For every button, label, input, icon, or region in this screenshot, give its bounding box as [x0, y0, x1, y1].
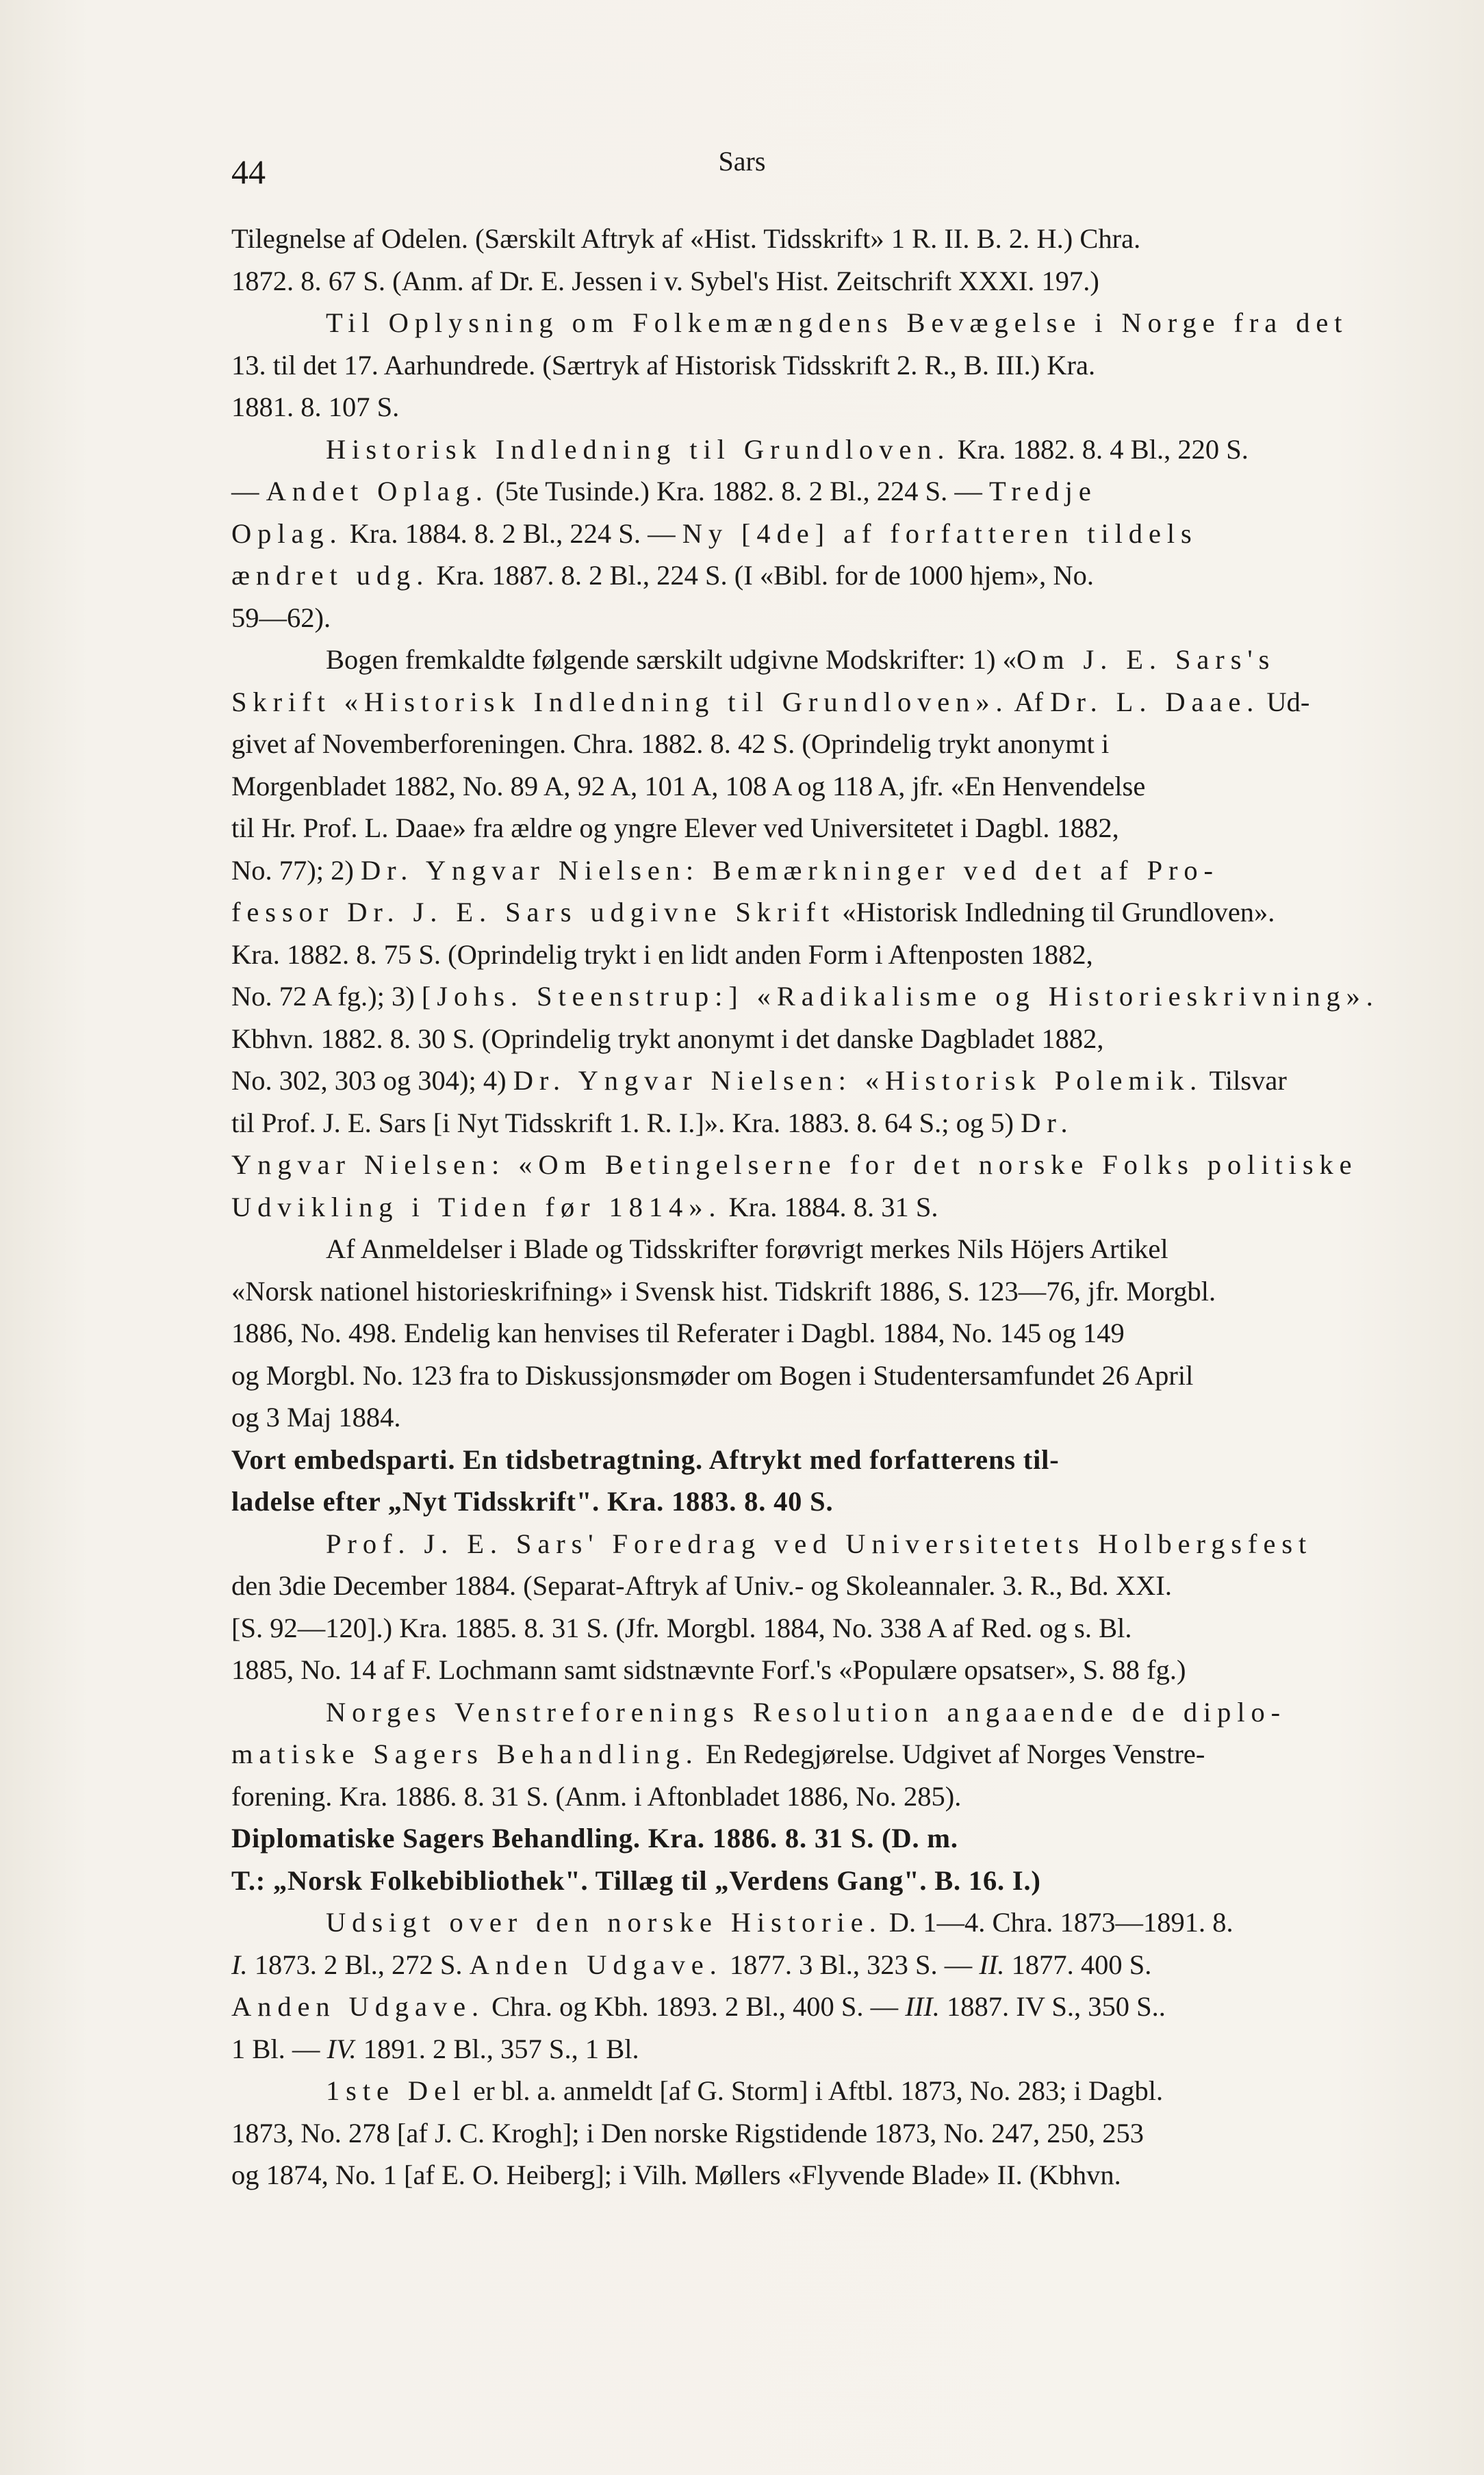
text-line — [231, 218, 1424, 260]
text-line — [231, 849, 1424, 892]
text-line — [231, 2028, 1424, 2070]
text-line — [231, 513, 1424, 555]
spaced-title: Historisk Indledning til Grundloven. — [326, 433, 951, 465]
text-line — [231, 2070, 1424, 2112]
text-run: 13. til det 17. Aarhundrede. (Særtryk af Historisk Tidsskrift 2. R., B. III.) Kra. — [231, 349, 1096, 381]
text-line — [231, 597, 1424, 639]
text-line — [231, 934, 1424, 976]
text-run: «Historisk Indledning til Grundloven». — [835, 897, 1275, 927]
spaced-title: Oplag. — [231, 517, 343, 549]
text-run: Morgenbladet 1882, No. 89 A, 92 A, 101 A, 108 A og 118 A, jfr. «En Henvendelse — [231, 770, 1146, 802]
text-line — [231, 1944, 1424, 1986]
page-number: 44 — [231, 153, 266, 191]
text-line — [231, 1523, 1424, 1565]
text-line — [231, 1228, 1424, 1270]
text-run: den 3die December 1884. — [231, 1570, 517, 1601]
text-run: «Norsk nationel historieskrifning» i Svensk hist. Tidskrift 1886, S. 123—76, jfr. Morgbl. — [231, 1275, 1216, 1307]
text-run: [S. 92—120].) Kra. 1885. 8. 31 S. (Jfr. Morgbl. 1884, No. 338 A af Red. og s. Bl. — [231, 1612, 1132, 1643]
text-line — [231, 470, 1424, 513]
text-line — [231, 1312, 1424, 1355]
text-line — [231, 1775, 1424, 1818]
fraktur-title: ladelse efter „Nyt Tidsskrift". Kra. 1883. 8. 40 S. — [231, 1486, 834, 1517]
text-line — [231, 2154, 1424, 2196]
text-line — [231, 302, 1424, 344]
spaced-title: Anden Udgave. — [231, 1991, 485, 2022]
spaced-title: Skrift «Historisk Indledning til Grundloven». — [231, 686, 1009, 717]
text-line — [231, 1396, 1424, 1439]
text-line — [231, 765, 1424, 808]
volume-number: IV. — [327, 2033, 357, 2064]
text-run: Tilsvar — [1203, 1065, 1287, 1096]
text-line — [231, 260, 1424, 303]
text-line — [231, 1102, 1424, 1144]
text-run: No. 77); 2) — [231, 854, 361, 886]
text-line — [231, 1649, 1424, 1691]
spaced-title: Udsigt over den norske Historie. — [326, 1907, 882, 1938]
text-run: Kra. 1884. 8. 2 Bl., 224 S. — — [342, 517, 682, 549]
text-run: 1885, No. 14 af F. Lochmann samt sidstnævnte Forf.'s «Populære opsatser», S. 88 fg.) — [231, 1654, 1186, 1685]
text-line — [231, 1018, 1424, 1060]
text-line — [231, 1144, 1424, 1186]
spaced-title: Til Oplysning om Folkemængdens Bevægelse i Norge fra det — [326, 307, 1348, 338]
text-line — [231, 386, 1424, 428]
text-line — [231, 428, 1424, 471]
text-run: Kra. 1884. 8. 31 S. — [721, 1191, 938, 1222]
text-run: Chra. og Kbh. 1893. 2 Bl., 400 S. — — [485, 1991, 906, 2022]
text-line — [231, 975, 1424, 1018]
text-line — [231, 807, 1424, 849]
spaced-title: Om J. E. Sars's — [1016, 644, 1276, 675]
spaced-title: [Johs. Steenstrup:] «Radikalisme og Historieskrivning». — [421, 981, 1379, 1012]
text-line — [231, 1270, 1424, 1313]
volume-number: III. — [905, 1991, 940, 2022]
text-run: Kbhvn. 1882. 8. 30 S. (Oprindelig trykt anonymt i det danske Dagbladet 1882, — [231, 1023, 1104, 1054]
text-run: er bl. a. anmeldt [af G. Storm] i Aftbl. 1873, No. 283; i Dagbl. — [466, 2075, 1164, 2106]
text-run: 1873, No. 278 [af J. C. Krogh]; i Den norske Rigstidende 1873, No. 247, 250, 253 — [231, 2117, 1144, 2149]
text-run: Kra. 1882. 8. 4 Bl., 220 S. — [950, 433, 1249, 465]
text-run: En Redegjørelse. Udgivet af Norges Venstre- — [698, 1739, 1205, 1769]
text-run: til Prof. J. E. Sars [i Nyt Tidsskrift 1. R. I.]». Kra. 1883. 8. 64 S.; og 5) — [231, 1107, 1021, 1138]
text-line — [231, 681, 1424, 723]
text-run: 1873. 2 Bl., 272 S. — [247, 1949, 470, 1980]
text-run: og 1874, No. 1 [af E. O. Heiberg]; i Vilh. Møllers «Flyvende Blade» II. (Kbhvn. — [231, 2159, 1121, 2190]
fraktur-title: Diplomatiske Sagers Behandling. Kra. 1886. 8. 31 S. (D. m. — [231, 1823, 958, 1854]
text-run: 1886, No. 498. Endelig kan henvises til Referater i Dagbl. 1884, No. 145 og 149 — [231, 1318, 1125, 1348]
text-line — [231, 1860, 1424, 1902]
spaced-title: Norges Venstreforenings Resolution angaaende de diplo- — [326, 1696, 1287, 1728]
text-run: og Morgbl. No. 123 fra to Diskussjonsmøder om Bogen i Studentersamfundet 26 April — [231, 1359, 1194, 1391]
text-run: Ud- — [1259, 686, 1310, 717]
text-run: Af Anmeldelser i Blade og Tidsskrifter forøvrigt merkes Nils Höjers Artikel — [326, 1233, 1168, 1264]
text-run: Tilegnelse af Odelen. (Særskilt Aftryk af «Hist. Tidsskrift» 1 R. II. B. 2. H.) Chra. — [231, 223, 1141, 254]
spaced-title: Udvikling i Tiden før 1814». — [231, 1191, 722, 1222]
text-line — [231, 1607, 1424, 1650]
spaced-title: Anden Udgave. — [469, 1949, 723, 1980]
text-run: Bogen fremkaldte følgende særskilt udgivne Modskrifter: 1) « — [326, 644, 1016, 675]
text-line — [231, 1186, 1424, 1229]
spaced-title: Prof. J. E. Sars' Foredrag ved Universitetets Holbergsfest — [326, 1528, 1313, 1559]
spaced-title: Dr. L. Daae. — [1050, 686, 1260, 717]
text-run: No. 72 A fg.); 3) — [231, 981, 422, 1012]
text-run: No. 302, 303 og 304); 4) — [231, 1065, 513, 1096]
text-run: 1891. 2 Bl., 357 S., 1 Bl. — [356, 2033, 639, 2064]
text-line — [231, 723, 1424, 765]
text-line — [231, 1480, 1424, 1523]
text-line — [231, 1817, 1424, 1860]
text-run: givet af Novemberforeningen. Chra. 1882. 8. 42 S. (Oprindelig trykt anonymt i — [231, 728, 1110, 759]
text-run: 1877. 3 Bl., 323 S. — — [722, 1949, 980, 1980]
text-run: til Hr. Prof. L. Daae» fra ældre og yngre Elever ved Universitetet i Dagbl. 1882, — [231, 812, 1119, 843]
text-line — [231, 344, 1424, 387]
volume-number: II. — [979, 1949, 1005, 1980]
spaced-title: Dr. Yngvar Nielsen: «Historisk Polemik. — [513, 1065, 1203, 1096]
text-run: Kra. 1887. 8. 2 Bl., 224 S. (I «Bibl. for de 1000 hjem», No. — [429, 560, 1095, 591]
spaced-title: 1ste Del — [326, 2075, 467, 2106]
text-line — [231, 1060, 1424, 1102]
text-run: Kra. 1882. 8. 75 S. (Oprindelig trykt i en lidt anden Form i Aftenposten 1882, — [231, 938, 1093, 970]
text-line — [231, 1439, 1424, 1481]
spaced-title: ændret udg. — [231, 560, 430, 591]
text-run: 1877. 400 S. — [1004, 1949, 1152, 1980]
volume-number: I. — [231, 1949, 248, 1980]
spaced-title: Dr. Yngvar Nielsen: Bemærkninger ved det af Pro- — [360, 854, 1219, 886]
spaced-title: matiske Sagers Behandling. — [231, 1739, 699, 1769]
spaced-title: Dr. — [1021, 1107, 1074, 1138]
text-line — [231, 1986, 1424, 2028]
spaced-title: Tredje — [989, 476, 1097, 506]
text-line — [231, 639, 1424, 681]
text-run: og 3 Maj 1884. — [231, 1402, 401, 1433]
spaced-title: fessor Dr. J. E. Sars udgivne Skrift — [231, 897, 836, 927]
text-line — [231, 1733, 1424, 1775]
text-run: (Separat-Aftryk af Univ.- og Skoleannaler. 3. R., Bd. XXI. — [516, 1570, 1173, 1601]
text-line — [231, 1565, 1424, 1607]
text-line — [231, 554, 1424, 597]
text-line — [231, 1355, 1424, 1397]
text-run: 1 Bl. — — [231, 2033, 327, 2064]
bibliography-text — [231, 218, 1424, 2196]
fraktur-title: Vort embedsparti. En tidsbetragtning. Aftrykt med forfatterens til- — [231, 1444, 1060, 1475]
spaced-title: Yngvar Nielsen: «Om Betingelserne for det norske Folks politiske — [231, 1149, 1358, 1180]
text-line — [231, 1691, 1424, 1734]
text-run: — — [231, 476, 266, 506]
spaced-title: Andet Oplag. — [266, 476, 489, 506]
text-run: (5te Tusinde.) Kra. 1882. 8. 2 Bl., 224 S. — — [488, 476, 990, 506]
fraktur-title: T.: „Norsk Folkebibliothek". Tillæg til „Verdens Gang". B. 16. I.) — [231, 1864, 1041, 1896]
text-line — [231, 2112, 1424, 2155]
text-run: D. 1—4. Chra. 1873—1891. 8. — [882, 1907, 1233, 1938]
text-run: 1872. 8. 67 S. (Anm. af Dr. E. Jessen i v. Sybel's Hist. Zeitschrift XXXI. 197.) — [231, 265, 1099, 296]
text-run: 1887. IV S., 350 S.. — [939, 1991, 1166, 2022]
text-line — [231, 1901, 1424, 1944]
running-head: Sars — [718, 146, 766, 177]
text-run: 59—62). — [231, 602, 331, 633]
text-line — [231, 891, 1424, 934]
text-run: 1881. 8. 107 S. — [231, 392, 400, 422]
text-run: forening. Kra. 1886. 8. 31 S. (Anm. i Aftonbladet 1886, No. 285). — [231, 1780, 962, 1812]
text-run: Af — [1008, 686, 1051, 717]
spaced-title: Ny [4de] af forfatteren tildels — [682, 517, 1198, 549]
